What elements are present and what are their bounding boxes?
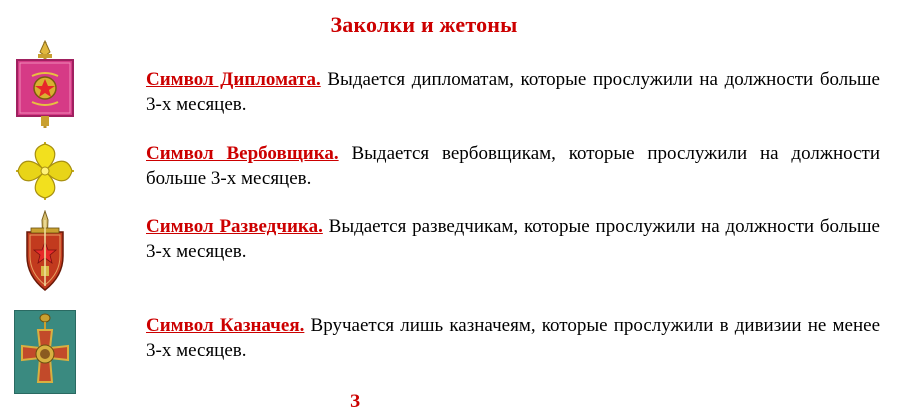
entry-name-link[interactable]: Символ Казначея. <box>146 315 305 336</box>
entry-recruiter <box>146 141 880 191</box>
entry-description: Выдается дипломатам, которые прослужили на должности больше 3-х месяцев. <box>146 69 880 115</box>
recruiter-badge-icon <box>13 140 77 202</box>
page-title: Заколки и жетоны <box>330 12 518 37</box>
entry-scout <box>146 214 880 264</box>
entry-name-link[interactable]: Символ Дипломата. <box>146 69 321 90</box>
entry-treasurer <box>146 313 880 363</box>
diplomat-badge-icon <box>14 40 76 130</box>
entry-description: Выдается вербовщикам, которые прослужили на должности больше 3-х месяцев. <box>146 143 881 189</box>
entry-name-link[interactable]: Символ Разведчика. <box>146 216 323 237</box>
entry-diplomat <box>146 67 880 117</box>
entry-name-link[interactable]: Символ Вербовщика. <box>146 143 339 164</box>
entry-description: Выдается разведчикам, которые прослужили на должности больше 3-х месяцев. <box>146 216 880 262</box>
next-heading-fragment: З <box>350 391 361 412</box>
scout-badge-icon <box>21 210 69 294</box>
entry-description: Вручается лишь казначеям, которые прослужили в дивизии не менее 3-х месяцев. <box>146 315 880 361</box>
treasurer-badge-icon <box>14 310 76 394</box>
